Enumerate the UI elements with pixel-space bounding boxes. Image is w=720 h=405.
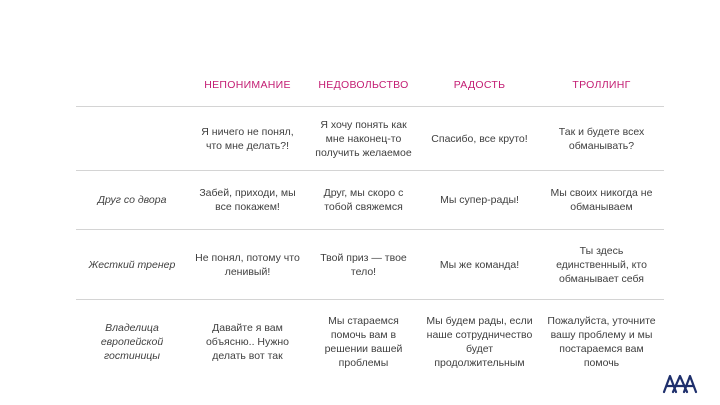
table-cell: Мы стараемся помочь вам в решении вашей проблемы <box>324 314 403 369</box>
table-row <box>76 230 664 300</box>
table-cell: Твой приз — твое тело! <box>307 230 420 300</box>
table-cell: Друг, мы скоро с тобой свяжемся <box>307 171 420 230</box>
table-cell: Я хочу понять как мне наконец-то получить желаемое <box>307 107 420 171</box>
header-trolling: ТРОЛЛИНГ <box>539 64 664 107</box>
row-label: Друг со двора <box>76 171 188 230</box>
table-cell: Мы же команда! <box>420 230 539 300</box>
header-joy: РАДОСТЬ <box>420 64 539 107</box>
table-cell: Мы своих никогда не обманываем <box>539 171 664 230</box>
table-header-row <box>76 64 664 107</box>
row-label <box>76 107 188 171</box>
row-label: Жесткий тренер <box>76 230 188 300</box>
tone-of-voice-table <box>76 64 664 383</box>
header-misunderstanding: НЕПОНИМАНИЕ <box>188 64 307 107</box>
header-dissatisfaction: НЕДОВОЛЬСТВО <box>307 64 420 107</box>
table-cell: Так и будете всех обманывать? <box>539 107 664 171</box>
table-row <box>76 107 664 171</box>
table-cell: Не понял, потому что ленивый! <box>188 230 307 300</box>
table-cell: Я ничего не понял, что мне делать?! <box>188 107 307 171</box>
table-row <box>76 171 664 230</box>
table-cell: Пожалуйста, уточните вашу проблему и мы постараемся вам помочь <box>547 314 656 369</box>
row-label: Владелица европейской гостиницы <box>100 321 164 362</box>
brand-logo-icon <box>662 372 698 394</box>
table-cell: Спасибо, все круто! <box>420 107 539 171</box>
header-empty <box>76 64 188 107</box>
table-cell: Забей, приходи, мы все покажем! <box>188 171 307 230</box>
table-cell: Мы супер-рады! <box>420 171 539 230</box>
table-cell: Ты здесь единственный, кто обманывает себя <box>539 230 664 300</box>
table-cell: Мы будем рады, если наше сотрудничество будет продолжительным <box>426 314 533 369</box>
table-cell: Давайте я вам объясню.. Нужно делать вот так <box>205 321 290 362</box>
table-row <box>76 300 664 384</box>
